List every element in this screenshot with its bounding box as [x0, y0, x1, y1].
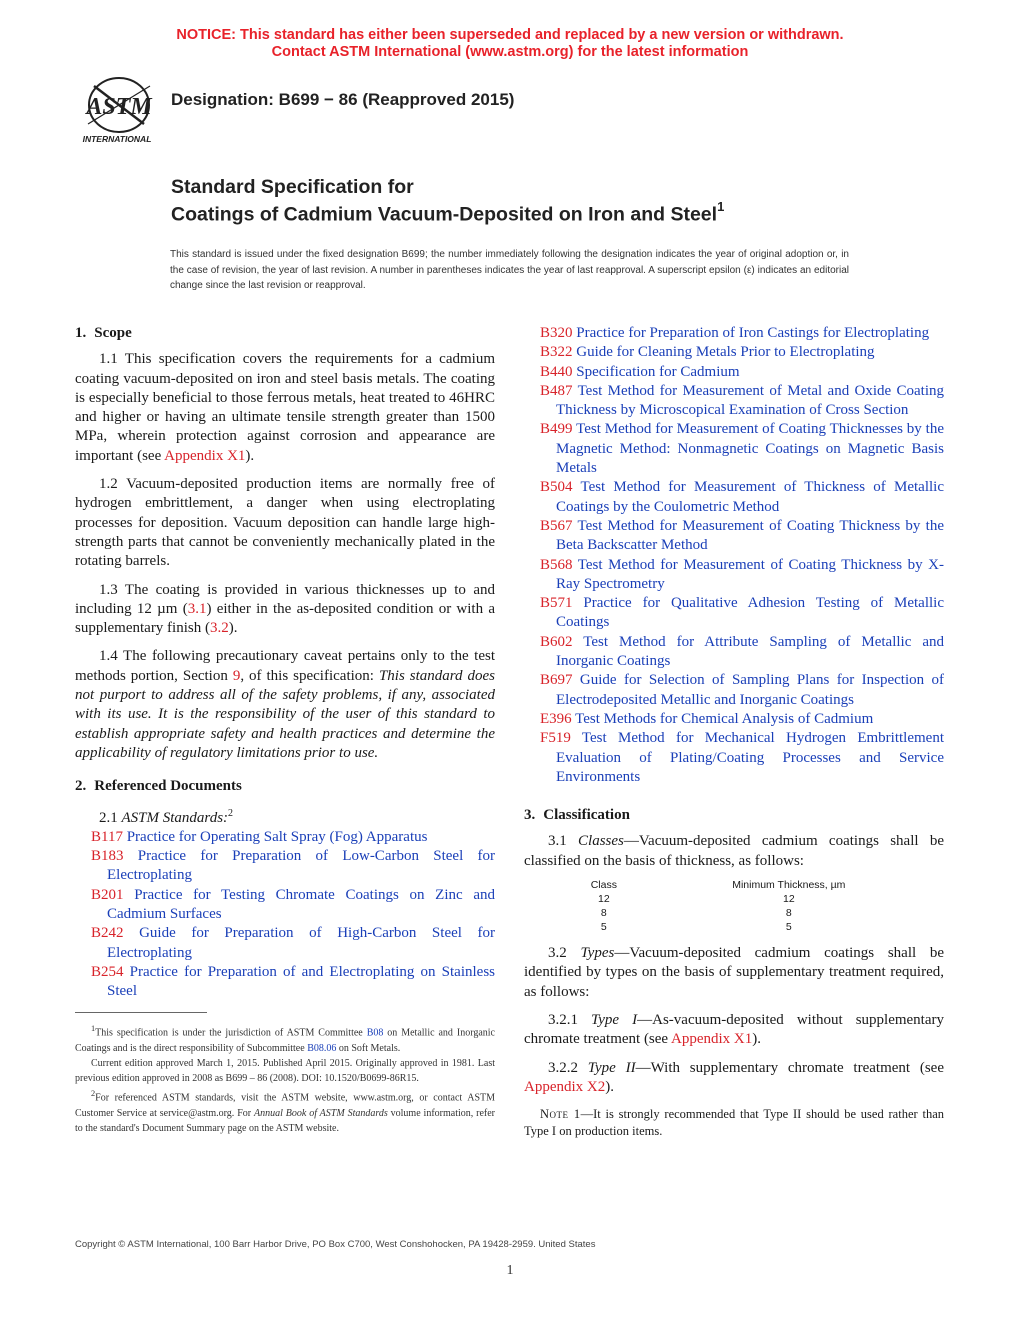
- page-number: 1: [506, 1263, 514, 1278]
- footnote-1: $^1$This specification is under the jurisdiction of ASTM Committee B08 on Metallic and Inorganic Coatings and is the direct responsibility of Subcommittee B08.06 on Soft Metals.: [75, 1024, 495, 1054]
- reference-title-link[interactable]: Test Method for Measurement of Coating Thicknesses by the Magnetic Method: Nonmagnetic Coatings on Magnetic Basis Metals: [556, 421, 944, 477]
- notice-line-2: Contact ASTM International (www.astm.org) for the latest information: [271, 44, 749, 60]
- reference-title-link[interactable]: Test Method for Measurement of Thickness of Metallic Coatings by the Coulometric Method: [556, 479, 944, 515]
- reference-code-link[interactable]: B499: [540, 421, 573, 438]
- link-b08[interactable]: B08: [366, 1027, 384, 1039]
- reference-item: [524, 478, 944, 517]
- footnote-1-edition: Current edition approved March 1, 2015. Published April 2015. Originally approved in 1981. Last previous edition approved in 2008 as B699 – 86 (2008). DOI: 10.1520/B0699-86R15.: [75, 1057, 495, 1084]
- reference-title-link[interactable]: Practice for Qualitative Adhesion Testing of Metallic Coatings: [556, 595, 944, 631]
- logo-caption: INTERNATIONAL: [82, 134, 152, 144]
- reference-item: [524, 343, 944, 362]
- reference-title-link[interactable]: Test Method for Attribute Sampling of Metallic and Inorganic Coatings: [556, 633, 944, 670]
- reference-item: [75, 963, 495, 1002]
- link-appendix-x2[interactable]: Appendix X2: [524, 1078, 606, 1095]
- footnote-rule: [75, 1012, 207, 1013]
- designation: Designation: B699 − 86 (Reapproved 2015): [171, 90, 515, 109]
- reference-code-link[interactable]: B254: [91, 963, 124, 980]
- table-row: [569, 906, 939, 920]
- reference-item: [524, 517, 944, 556]
- reference-item: [524, 594, 944, 633]
- para-2-1: 2.1 ASTM Standards:$^2$: [99, 807, 234, 826]
- left-column: [75, 324, 495, 1002]
- reference-code-link[interactable]: B322: [540, 344, 573, 361]
- reference-code-link[interactable]: B320: [540, 325, 573, 341]
- reference-item: [75, 886, 495, 925]
- class-cell: 8: [600, 907, 607, 920]
- title-text: Coatings of Cadmium Vacuum-Deposited on Iron and Steel: [171, 203, 718, 226]
- reference-code-link[interactable]: B567: [540, 517, 573, 534]
- notice-line-1: NOTICE: This standard has either been superseded and replaced by a new version or withdrawn.: [176, 27, 844, 43]
- reference-code-link[interactable]: E396: [540, 710, 572, 727]
- reference-item: [75, 847, 495, 886]
- reference-title-link[interactable]: Test Methods for Chemical Analysis of Cadmium: [571, 710, 874, 727]
- reference-item: [524, 729, 944, 787]
- reference-item: [524, 363, 944, 382]
- title-line-1: Standard Specification for: [171, 176, 414, 198]
- link-appendix-x1[interactable]: Appendix X1: [164, 447, 246, 464]
- section-1-heading: 1. Scope: [75, 325, 132, 341]
- reference-title-link[interactable]: Practice for Testing Chromate Coatings on Zinc and Cadmium Surfaces: [107, 886, 495, 923]
- reference-title-link[interactable]: Guide for Preparation of High-Carbon Steel for Electroplating: [107, 925, 495, 961]
- link-3-1[interactable]: 3.1: [187, 600, 207, 617]
- reference-list-left: [75, 828, 495, 1002]
- reference-code-link[interactable]: B568: [540, 556, 573, 573]
- link-section-9[interactable]: 9: [232, 667, 241, 684]
- footnotes: [75, 1021, 495, 1136]
- notice-banner: [0, 27, 1020, 61]
- reference-code-link[interactable]: F519: [540, 730, 571, 747]
- reference-code-link[interactable]: B602: [540, 633, 573, 650]
- thickness-cell: 12: [782, 893, 795, 906]
- reference-title-link[interactable]: Specification for Cadmium: [572, 363, 740, 380]
- reference-code-link[interactable]: B504: [540, 479, 573, 496]
- copyright: Copyright © ASTM International, 100 Barr Harbor Drive, PO Box C700, West Conshohocken, PA 19428-2959. United States: [75, 1239, 596, 1250]
- logo-letters: ASTM: [86, 94, 152, 120]
- thickness-cell: 8: [785, 907, 792, 920]
- reference-item: [524, 382, 944, 421]
- link-3-2[interactable]: 3.2: [209, 620, 229, 637]
- para-1-3: 1.3 The coating is provided in various thicknesses up to and including 12 µm (3.1) either in the as-deposited condition or with a supplementary finish (3.2).: [75, 581, 495, 637]
- right-column: [524, 324, 944, 1149]
- reference-title-link[interactable]: Test Method for Measurement of Coating Thickness by the Beta Backscatter Method: [556, 517, 944, 554]
- class-cell: 12: [597, 893, 610, 906]
- reference-item: [524, 324, 944, 343]
- link-b08-06[interactable]: B08.06: [307, 1042, 337, 1054]
- reference-item: [524, 710, 944, 729]
- reference-list-right: [524, 324, 944, 787]
- footnote-2: $^2$For referenced ASTM standards, visit the ASTM website, www.astm.org, or contact ASTM Customer Service at service@astm.org. For Annual Book of ASTM Standards volume information, refer to the standard's Document Summary page on the ASTM website.: [75, 1089, 495, 1134]
- astm-logo-icon: [74, 76, 160, 146]
- reference-title-link[interactable]: Test Method for Measurement of Metal and Oxide Coating Thickness by Microscopical Examination of Cross Section: [556, 382, 944, 419]
- reference-title-link[interactable]: Practice for Preparation of Low-Carbon Steel for Electroplating: [107, 848, 495, 884]
- reference-code-link[interactable]: B242: [91, 925, 124, 942]
- class-cell: 5: [600, 921, 607, 934]
- thickness-cell: 5: [785, 921, 792, 934]
- section-2-heading: 2. Referenced Documents: [75, 778, 242, 795]
- note-1: Note 1—It is strongly recommended that Type II should be used rather than Type I on production items.: [524, 1107, 944, 1139]
- reference-title-link[interactable]: Practice for Operating Salt Spray (Fog) Apparatus: [122, 828, 428, 845]
- reference-code-link[interactable]: B183: [91, 848, 124, 865]
- reference-title-link[interactable]: Practice for Preparation of Iron Castings for Electroplating: [572, 325, 930, 341]
- class-table: [569, 878, 939, 934]
- reference-item: [524, 633, 944, 672]
- reference-code-link[interactable]: B440: [540, 363, 573, 380]
- reference-title-link[interactable]: Guide for Selection of Sampling Plans for Inspection of Electrodeposited Metallic and Inorganic Coatings: [556, 672, 944, 708]
- class-table-header-class: Class: [590, 879, 617, 892]
- table-row: [569, 920, 939, 934]
- reference-code-link[interactable]: B117: [91, 828, 123, 845]
- reference-item: [524, 420, 944, 478]
- reference-item: [75, 828, 495, 847]
- para-1-2: 1.2 Vacuum-deposited production items are normally free of hydrogen embrittlement, a danger when using electroplating processes for deposition. Vacuum deposition can handle large high-strength parts that cannot be conveniently mechanically plated in the rotating barrels.: [75, 476, 495, 570]
- para-3-2: 3.2 Types—Vacuum-deposited cadmium coatings shall be identified by types on the basis of supplementary treatment required, as follows:: [524, 945, 944, 1000]
- para-1-4: 1.4 The following precautionary caveat pertains only to the test methods portion, Section 9, of this specification: This standard does not purport to address all of the safety problems, if any, associated with its use. It is the responsibility of the user of this standard to establish appropriate safety and health practices and determine the applicability of regulatory limitations prior to use.: [75, 648, 496, 761]
- table-row: [569, 892, 939, 906]
- issued-note: This standard is issued under the fixed designation B699; the number immediately following the designation indicates the year of original adoption or, in the case of revision, the year of last revision. A number in parentheses indicates the year of last reapproval. A superscript epsilon (ε) indicates an editorial change since the last revision or reapproval.: [170, 249, 849, 291]
- reference-title-link[interactable]: Practice for Preparation of and Electroplating on Stainless Steel: [107, 963, 495, 1000]
- title-line-2: [171, 201, 724, 227]
- reference-item: [524, 671, 944, 710]
- section-3-heading: 3. Classification: [524, 807, 630, 824]
- para-1-1: 1.1 This specification covers the requirements for a cadmium coating vacuum-deposited on iron and steel basis metals. The coating is especially beneficial to those ferrous metals, heat treated to 46HRC and higher or having an ultimate tensile strength greater than 1500 MPa, wherein protection against corrosion and appearance are important (see Appendix X1).: [75, 351, 495, 464]
- reference-code-link[interactable]: B571: [540, 595, 573, 612]
- reference-code-link[interactable]: B697: [540, 672, 573, 689]
- link-appendix-x1-type1[interactable]: Appendix X1: [671, 1031, 753, 1048]
- para-3-1: 3.1 Classes—Vacuum-deposited cadmium coatings shall be classified on the basis of thickness, as follows:: [524, 833, 944, 869]
- reference-item: [75, 924, 495, 963]
- reference-title-link[interactable]: Test Method for Measurement of Coating Thickness by X-Ray Spectrometry: [556, 556, 944, 592]
- reference-code-link[interactable]: B201: [91, 886, 124, 903]
- reference-title-link[interactable]: Guide for Cleaning Metals Prior to Electroplating: [572, 344, 875, 361]
- para-3-2-2: 3.2.2 Type II—With supplementary chromate treatment (see Appendix X2).: [524, 1059, 944, 1095]
- reference-code-link[interactable]: B487: [540, 382, 573, 399]
- para-3-2-1: 3.2.1 Type I—As-vacuum-deposited without supplementary chromate treatment (see Appendix X1).: [524, 1011, 945, 1048]
- reference-item: [524, 556, 944, 595]
- reference-title-link[interactable]: Test Method for Mechanical Hydrogen Embrittlement Evaluation of Plating/Coating Processes and Service Environments: [556, 730, 944, 785]
- title-footnote-mark: 1: [717, 199, 725, 214]
- class-table-header-thickness: Minimum Thickness, µm: [732, 879, 846, 892]
